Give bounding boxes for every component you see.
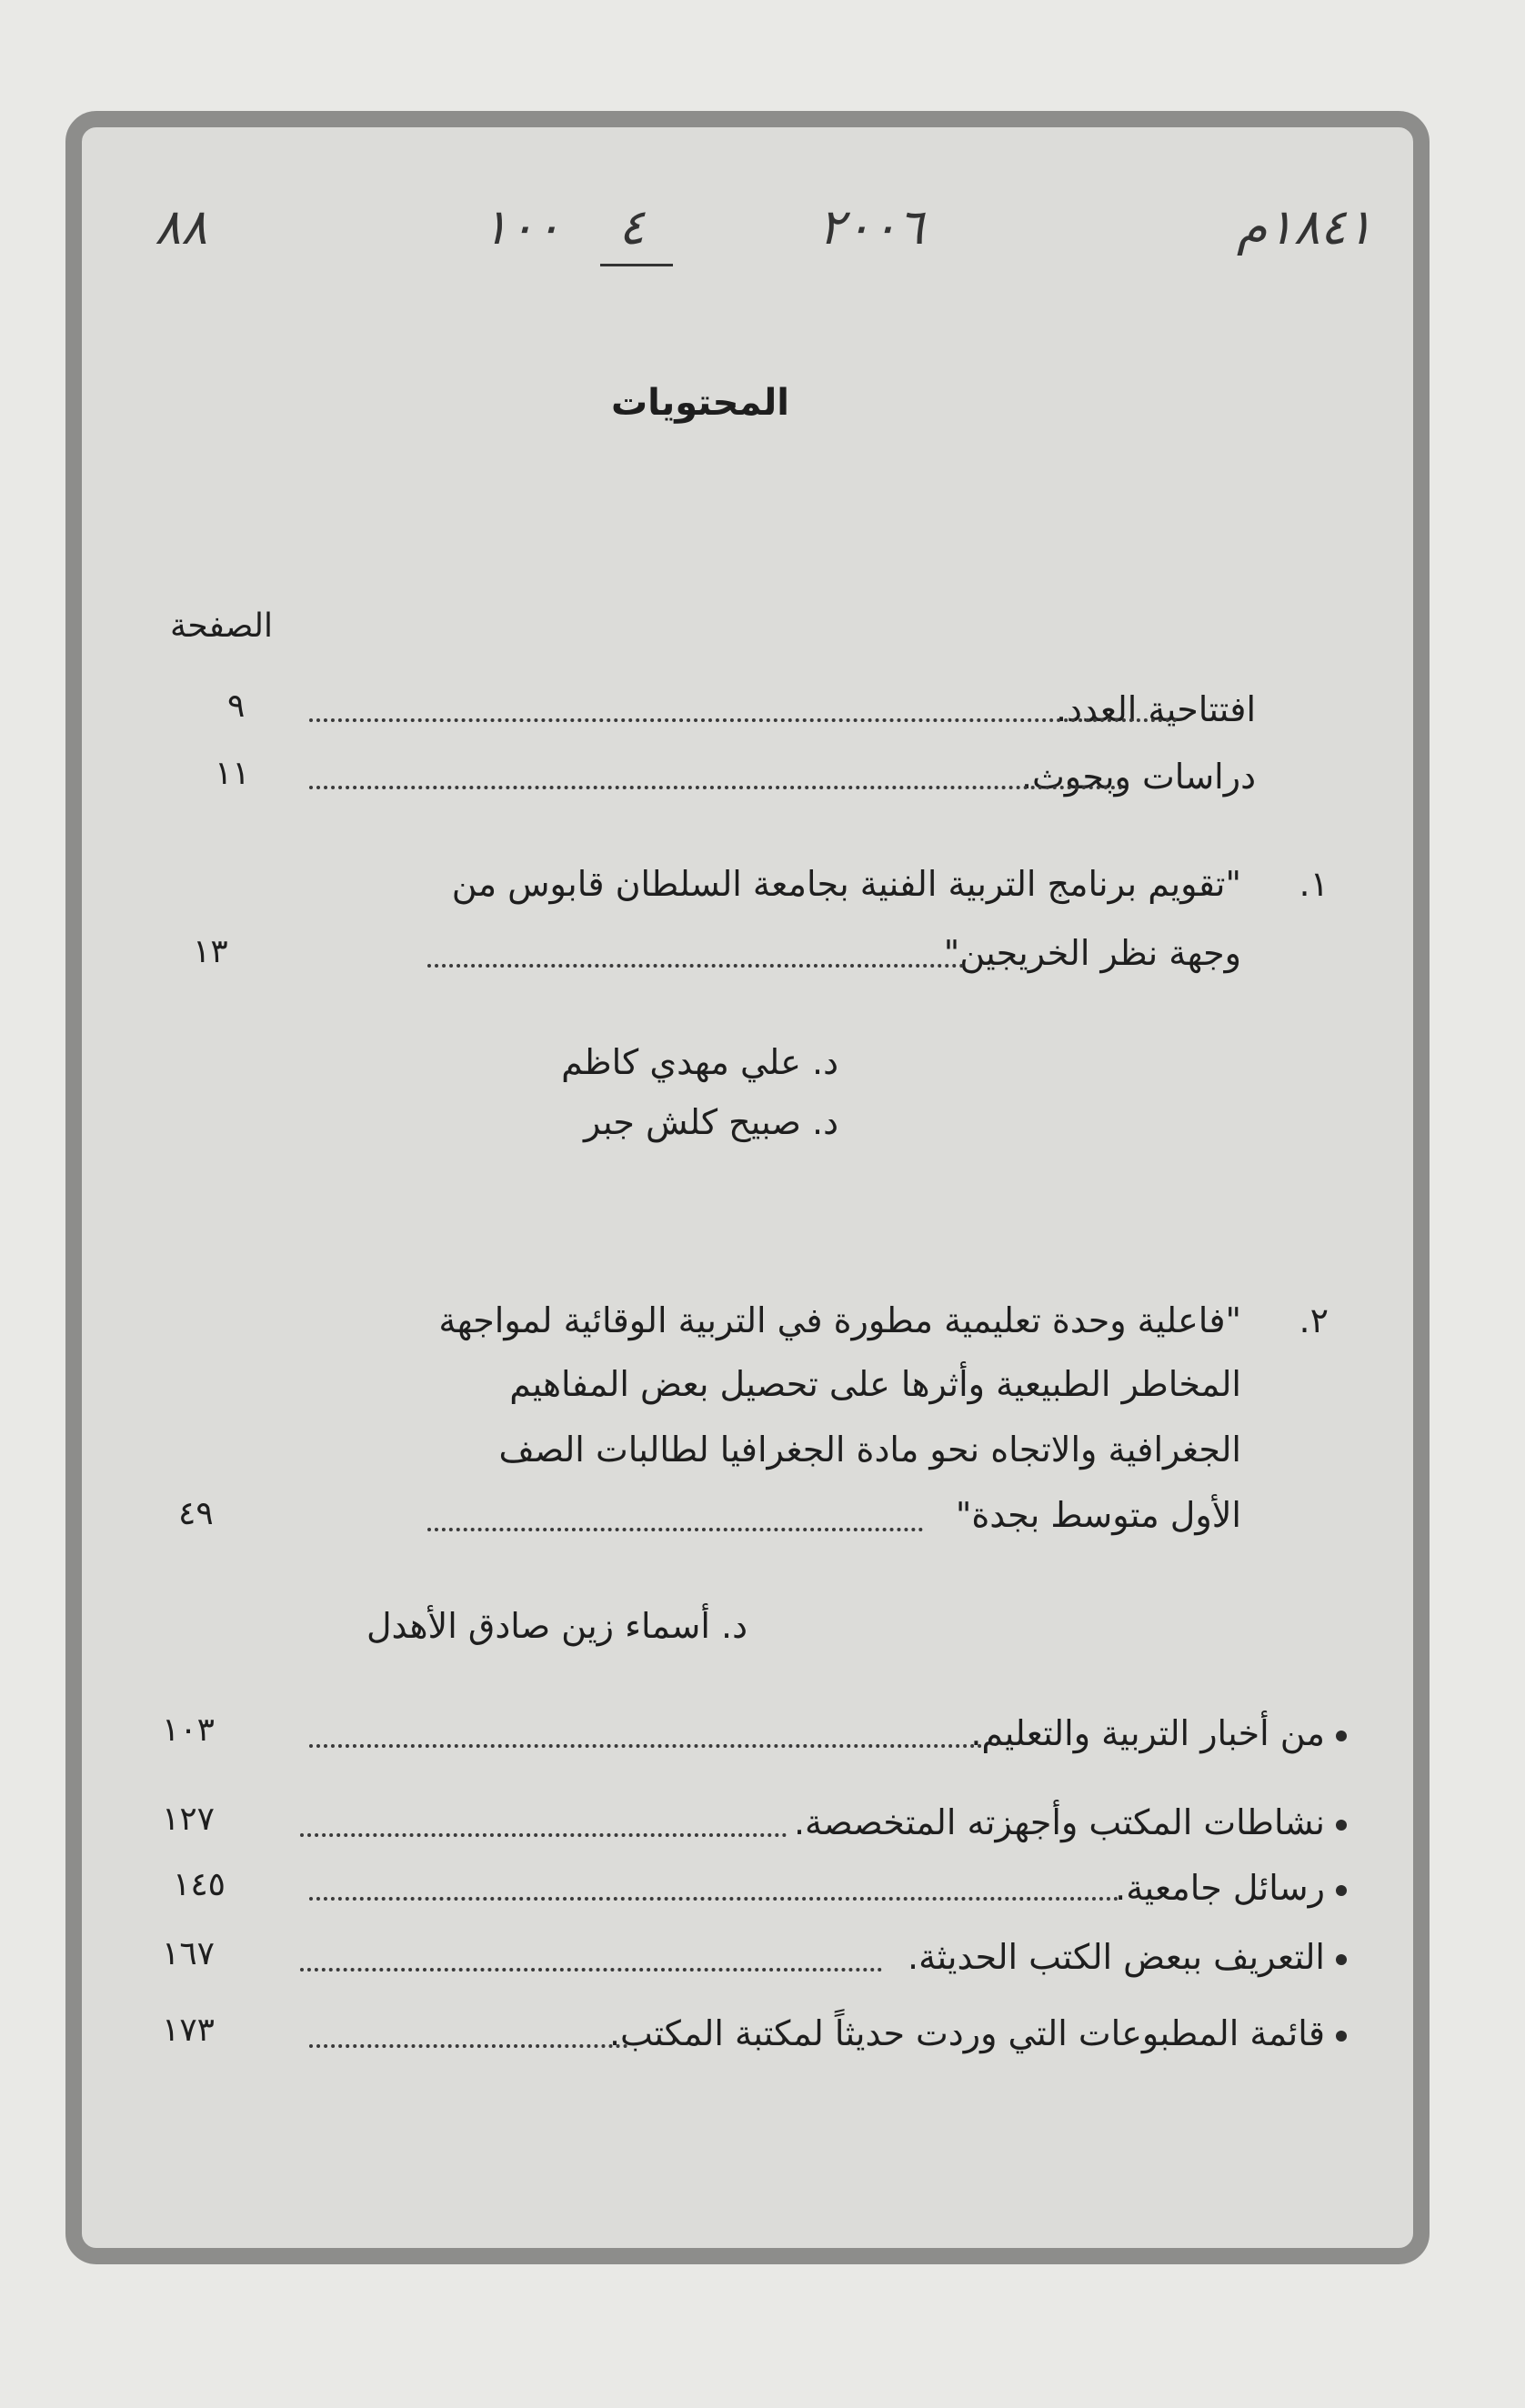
toc-section [794,1802,1347,1842]
article-title-line: الأول متوسط بجدة" [955,1495,1241,1535]
dot-leader [309,1744,982,1748]
page-number: ١٢٧ [162,1801,216,1838]
handwritten-note-year-hijri: ١٨٤١م [1237,198,1373,256]
page-number: ١١ [215,755,250,792]
bullet-icon [1336,1954,1347,1965]
toc-section-label: من أخبار التربية والتعليم. [970,1713,1325,1753]
dot-leader [300,1968,882,1972]
toc-section-label: نشاطات المكتب وأجهزته المتخصصة. [793,1802,1325,1842]
article-title-line: "تقويم برنامج التربية الفنية بجامعة السلطان قابوس من [451,864,1241,904]
page-number: ١٧٣ [162,2012,216,2049]
toc-section [1115,1868,1347,1908]
page-number: ١٣ [193,933,228,970]
article-title-line: المخاطر الطبيعية وأثرها على تحصيل بعض المفاهيم [509,1364,1241,1404]
toc-section [970,1713,1347,1753]
article-title-line: "فاعلية وحدة تعليمية مطورة في التربية الوقائية لمواجهة [438,1300,1241,1340]
page-number: ١٤٥ [173,1866,226,1903]
toc-entry-opening: افتتاحية العدد. [1055,689,1256,729]
dot-leader [427,1528,923,1531]
handwritten-note-issue: ٤ [618,198,646,256]
handwritten-note-number: ١٠٠ [482,198,562,256]
bullet-icon [1336,1885,1347,1896]
dot-leader [309,786,1123,789]
page-column-label: الصفحة [170,607,273,645]
bullet-icon [1336,1731,1347,1741]
dot-leader [309,1897,1119,1901]
bullet-icon [1336,2031,1347,2042]
article-author: د. أسماء زين صادق الأهدل [366,1606,747,1646]
toc-section-label: قائمة المطبوعات التي وردت حديثاً لمكتبة المكتب. [608,2013,1325,2053]
toc-section-label: التعريف ببعض الكتب الحديثة. [908,1937,1325,1977]
article-number: ١. [1299,864,1329,904]
dot-leader [309,718,1178,722]
page-number: ٩ [227,687,246,725]
page-number: ١٠٣ [162,1711,216,1749]
page-number: ٤٩ [178,1495,214,1532]
handwritten-underline [600,264,673,266]
page-title: المحتويات [610,382,789,424]
page-number: ١٦٧ [162,1935,216,1972]
handwritten-note-year: ٢٠٠٦ [818,198,925,256]
article-author: د. صبيح كلش جبر [583,1102,838,1142]
dot-leader [427,964,964,968]
toc-section [908,1937,1347,1977]
article-number: ٢. [1299,1300,1329,1340]
dot-leader [309,2044,627,2048]
article-title-line: الجغرافية والاتجاه نحو مادة الجغرافيا لطالبات الصف [498,1430,1241,1470]
dot-leader [300,1833,787,1837]
toc-section [609,2013,1347,2053]
bullet-icon [1336,1820,1347,1831]
toc-section-label: رسائل جامعية. [1115,1868,1325,1908]
toc-entry-studies: دراسات وبحوث. [1020,757,1256,797]
handwritten-note-code: ٨٨ [155,198,208,256]
article-title-line: وجهة نظر الخريجين" [943,933,1241,973]
article-author: د. علي مهدي كاظم [561,1042,838,1082]
